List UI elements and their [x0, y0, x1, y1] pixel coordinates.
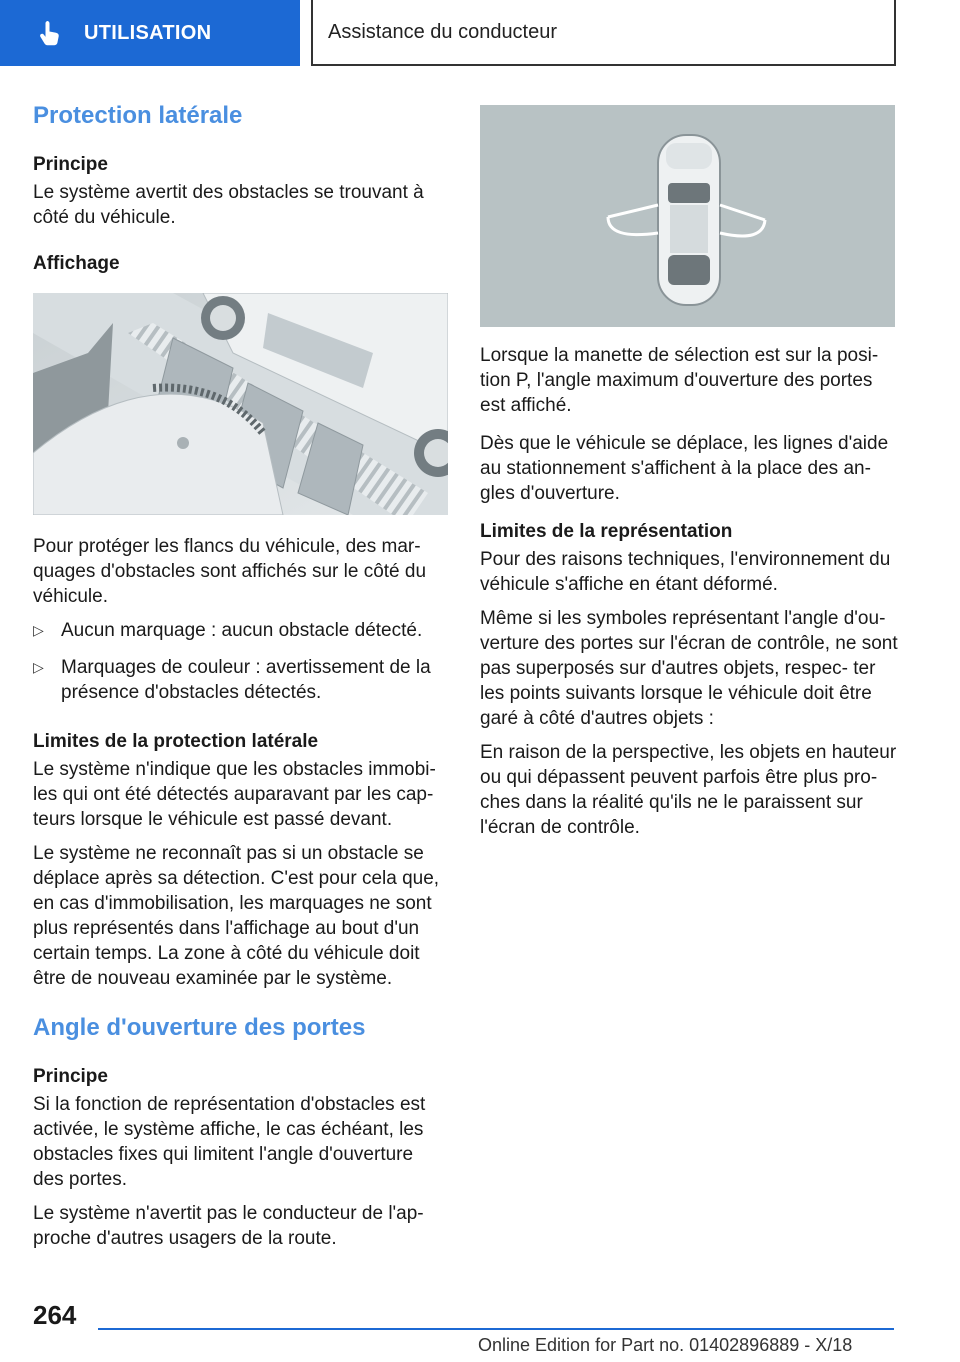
paragraph: Le système avertit des obstacles se trouvant à côté du véhicule.: [33, 182, 424, 228]
footer-divider: [98, 1328, 894, 1330]
paragraph: Si la fonction de représentation d'obstacles est activée, le système affiche, le cas échéant, les obstacles fixes qui limitent l'angle d'ouverture des portes.: [33, 1094, 426, 1190]
paragraph: Pour des raisons techniques, l'environnement du véhicule s'affiche en étant déformé.: [480, 549, 891, 595]
heading-protection-laterale: Protection latérale: [33, 102, 243, 129]
paragraph: Dès que le véhicule se déplace, les lignes d'aide au stationnement s'affichent à la place des an- gles d'ouverture.: [480, 433, 889, 504]
paragraph: Même si les symboles représentant l'angle d'ou- verture des portes sur l'écran de contrôle, ne sont pas superposés sur d'autres objets, respec- ter les points suivants lorsque le véhicule doit être garé à côté d'autres objets :: [480, 608, 898, 729]
subheading-limites-protection: Limites de la protection latérale: [33, 731, 319, 752]
door-opening-angle-illustration: [480, 105, 895, 327]
section-tab[interactable]: [0, 0, 300, 66]
left-column: [33, 100, 448, 1260]
right-column: [480, 105, 900, 849]
side-protection-illustration: [33, 293, 448, 520]
subheading-limites-representation: Limites de la représentation: [480, 521, 733, 542]
subheading-principe: Principe: [33, 154, 108, 175]
paragraph: En raison de la perspective, les objets en hauteur ou qui dépassent peuvent parfois être plus pro- ches dans la réalité qu'ils ne le paraissent sur l'écran de contrôle.: [480, 742, 897, 838]
page-number: 264: [33, 1300, 77, 1330]
triangle-bullet-icon: ▷: [33, 622, 44, 638]
heading-angle-ouverture: Angle d'ouverture des portes: [33, 1014, 366, 1041]
paragraph: Le système ne reconnaît pas si un obstacle se déplace après sa détection. C'est pour cela que, en cas d'immobilisation, les marquages ne sont plus représentés dans l'affichage au bout d'un certain temps. La zone à côté du véhicule doit être de nouveau examinée par le système.: [33, 843, 440, 989]
bullet-list: [33, 618, 448, 705]
edition-note: Online Edition for Part no. 01402896889 - X/18: [478, 1335, 853, 1355]
breadcrumb: [311, 0, 896, 66]
hand-pointer-icon: [36, 18, 66, 48]
triangle-bullet-icon: ▷: [33, 659, 44, 675]
paragraph: Le système n'indique que les obstacles immobi- les qui ont été détectés auparavant par les cap- teurs lorsque le véhicule est passé devant.: [33, 759, 436, 830]
list-item: ▷ Marquages de couleur : avertissement de la présence d'obstacles détectés.: [33, 657, 431, 703]
subheading-principe: Principe: [33, 1066, 108, 1087]
paragraph: Pour protéger les flancs du véhicule, des mar- quages d'obstacles sont affichés sur le côté du véhicule.: [33, 536, 427, 607]
section-label: UTILISATION: [84, 21, 212, 44]
subheading-affichage: Affichage: [33, 253, 120, 274]
paragraph: Lorsque la manette de sélection est sur la posi- tion P, l'angle maximum d'ouverture des portes est affiché.: [480, 345, 879, 416]
list-item: ▷ Aucun marquage : aucun obstacle détecté.: [33, 620, 423, 641]
breadcrumb-label: Assistance du conducteur: [328, 20, 558, 43]
paragraph: Le système n'avertit pas le conducteur de l'ap- proche d'autres usagers de la route.: [33, 1203, 424, 1249]
